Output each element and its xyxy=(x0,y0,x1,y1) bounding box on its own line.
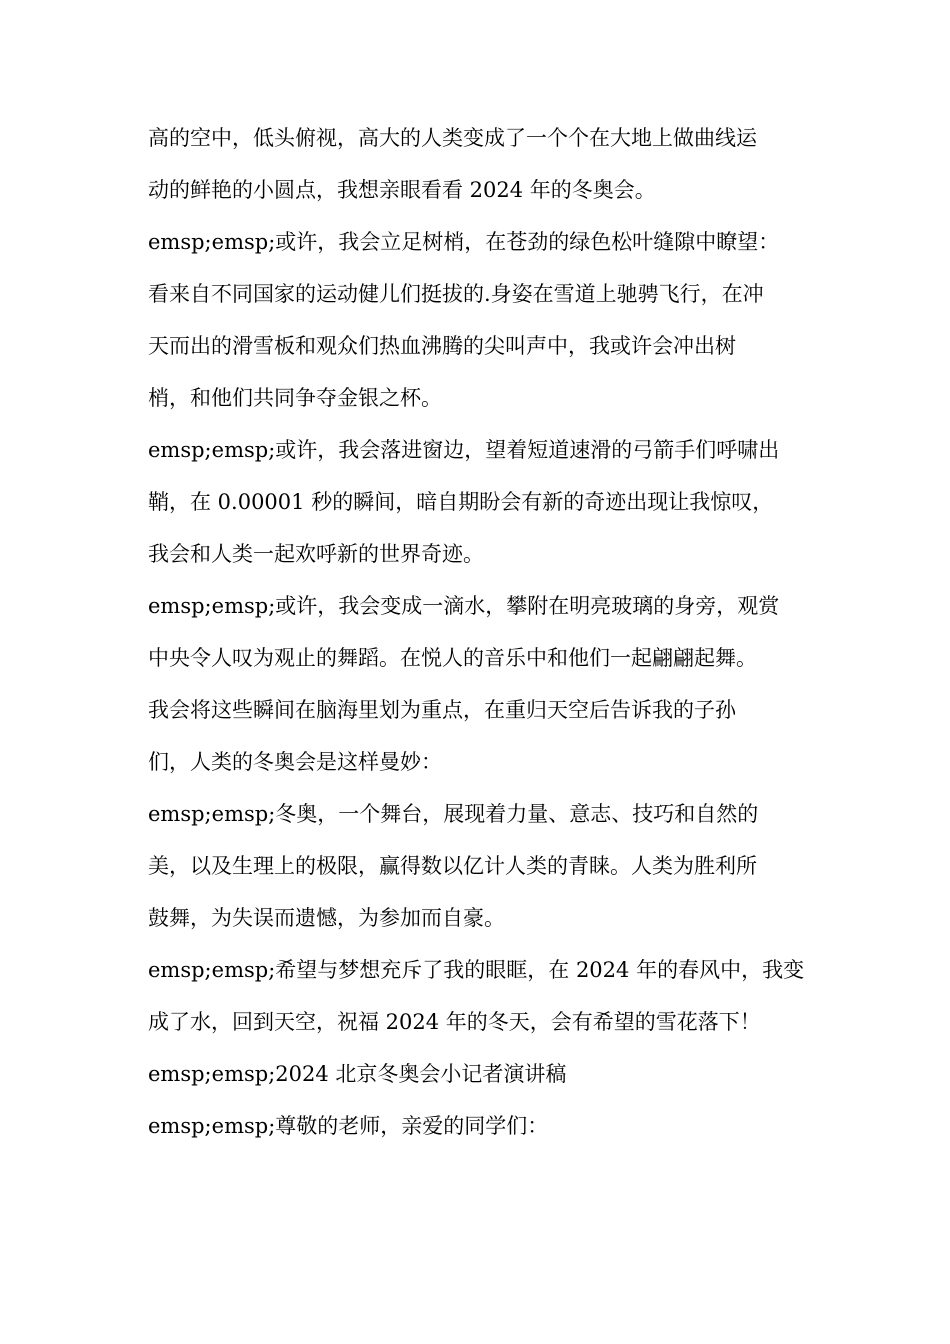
text-line: 天而出的滑雪板和观众们热血沸腾的尖叫声中，我或许会冲出树 xyxy=(148,334,736,358)
text-line: 成了水，回到天空，祝福 2024 年的冬天，会有希望的雪花落下！ xyxy=(148,1010,761,1034)
text-line: 们，人类的冬奥会是这样曼妙： xyxy=(148,750,442,774)
text-line: emsp;emsp;或许，我会变成一滴水，攀附在明亮玻璃的身旁，观赏 xyxy=(148,594,780,618)
text-line: 看来自不同国家的运动健儿们挺拔的.身姿在雪道上驰骋飞行，在冲 xyxy=(148,282,764,306)
text-line: 梢，和他们共同争夺金银之杯。 xyxy=(148,386,442,410)
text-line: emsp;emsp;希望与梦想充斥了我的眼眶，在 2024 年的春风中，我变 xyxy=(148,958,805,982)
text-line: 我会将这些瞬间在脑海里划为重点，在重归天空后告诉我的子孙 xyxy=(148,698,736,722)
text-line: 动的鲜艳的小圆点，我想亲眼看看 2024 年的冬奥会。 xyxy=(148,178,656,202)
text-line: 鼓舞，为失误而遗憾，为参加而自豪。 xyxy=(148,906,505,930)
text-line: emsp;emsp;冬奥，一个舞台，展现着力量、意志、技巧和自然的 xyxy=(148,802,759,826)
salutation-line: emsp;emsp;尊敬的老师，亲爱的同学们： xyxy=(148,1114,549,1138)
text-line: 我会和人类一起欢呼新的世界奇迹。 xyxy=(148,542,484,566)
document-subtitle: emsp;emsp;2024 北京冬奥会小记者演讲稿 xyxy=(148,1062,567,1086)
body-text xyxy=(148,112,808,1152)
text-line: emsp;emsp;或许，我会落进窗边，望着短道速滑的弓箭手们呼啸出 xyxy=(148,438,780,462)
text-line: 高的空中，低头俯视，高大的人类变成了一个个在大地上做曲线运 xyxy=(148,126,757,150)
text-line: 美，以及生理上的极限，赢得数以亿计人类的青睐。人类为胜利所 xyxy=(148,854,757,878)
text-line: 鞘，在 0.00001 秒的瞬间，暗自期盼会有新的奇迹出现让我惊叹， xyxy=(148,490,774,514)
text-line: 中央令人叹为观止的舞蹈。在悦人的音乐中和他们一起翩翩起舞。 xyxy=(148,646,757,670)
text-line: emsp;emsp;或许，我会立足树梢，在苍劲的绿色松叶缝隙中瞭望： xyxy=(148,230,780,254)
